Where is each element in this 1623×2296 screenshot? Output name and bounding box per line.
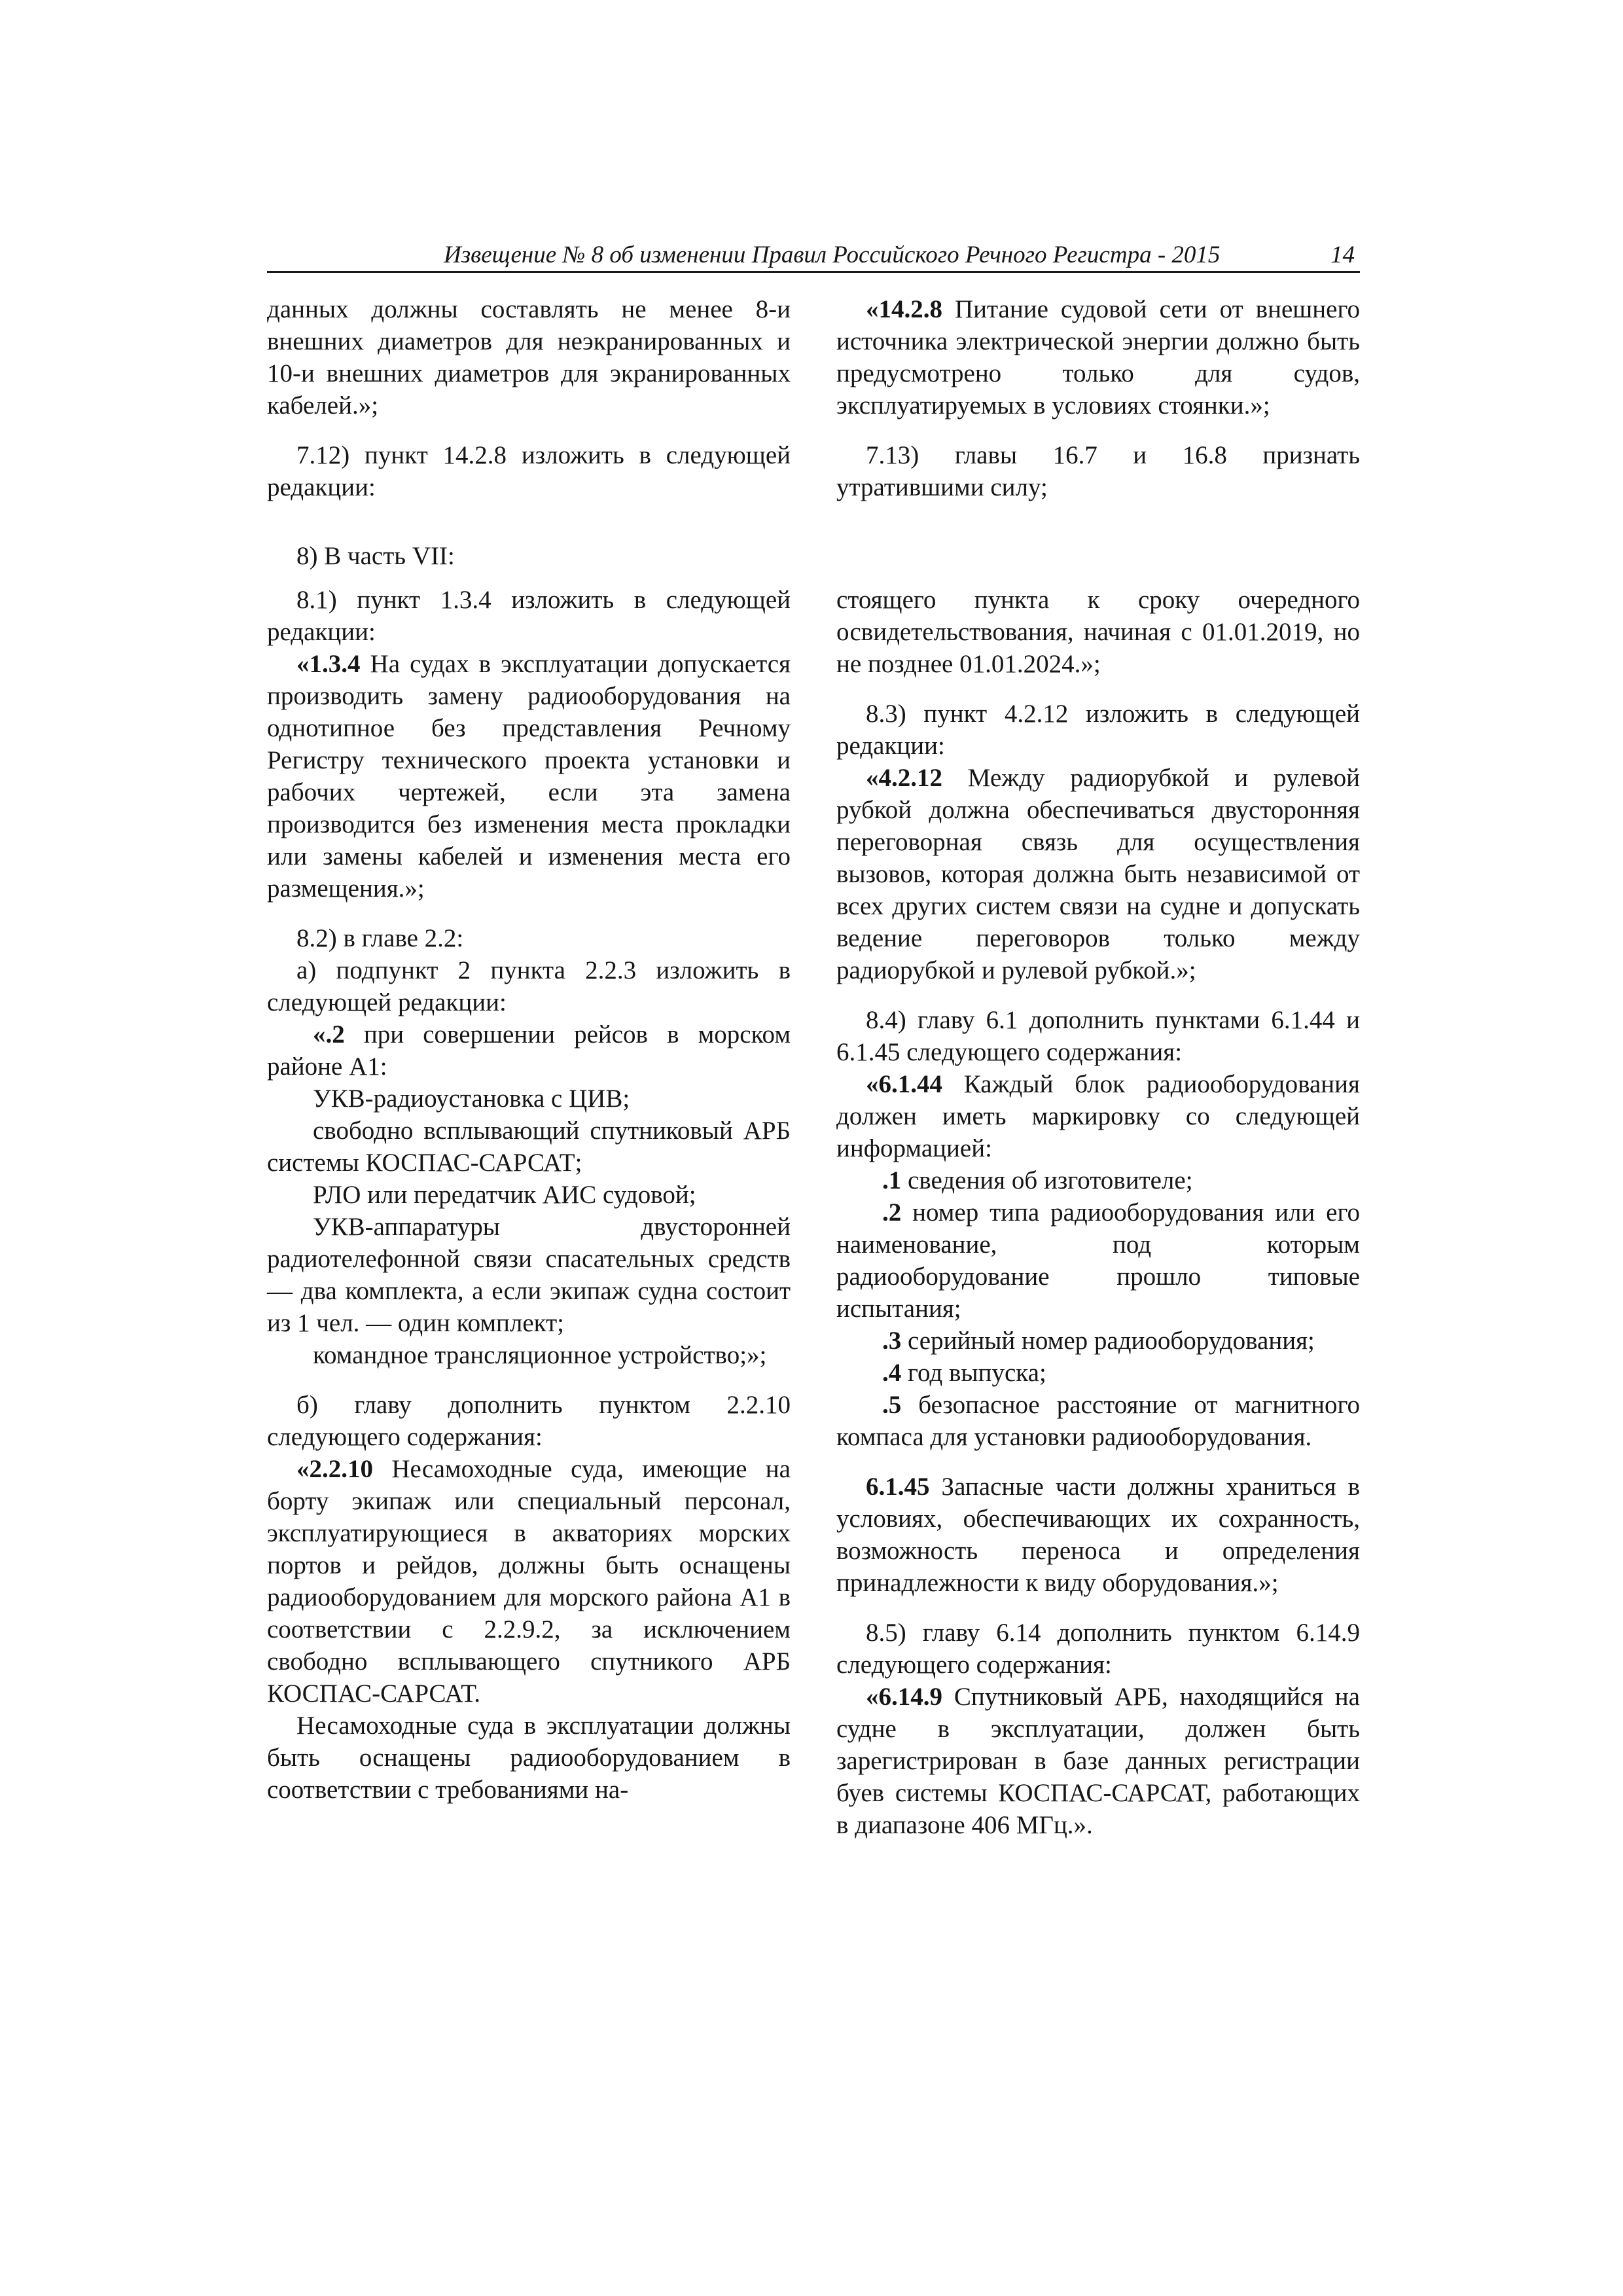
paragraph: данных должны составлять не менее 8-и внешних диаметров для неэкранированных и 10-и внешних диаметров для экранированных кабелей.»; (267, 295, 791, 420)
list-item: .1 сведения об изготовителе; (882, 1166, 1193, 1194)
list-item: УКВ-радиоустановка с ЦИВ; (313, 1085, 630, 1113)
list-item: .5 безопасное расстояние от магнитного компаса для установки радиооборудования. (836, 1391, 1360, 1451)
paragraph: «6.1.44 Каждый блок радиооборудования должен иметь маркировку со следующей информацией: (836, 1070, 1360, 1162)
paragraph: б) главу дополнить пунктом 2.2.10 следующего содержания: (267, 1391, 791, 1451)
paragraph: «.2 при совершении рейсов в морском районе А1: (267, 1020, 791, 1081)
list-item: командное трансляционное устройство;»; (313, 1341, 767, 1369)
list-item: свободно всплывающий спутниковый АРБ системы КОСПАС-САРСАТ; (267, 1117, 791, 1177)
running-header (267, 237, 1360, 273)
item-number: .5 (882, 1391, 902, 1419)
item-number: .2 (882, 1198, 902, 1227)
paragraph: 7.12) пункт 14.2.8 изложить в следующей редакции: (267, 441, 791, 501)
right-column (836, 584, 1360, 1841)
clause-number: «14.2.8 (866, 295, 942, 323)
paragraph: 8.5) главу 6.14 дополнить пунктом 6.14.9 следующего содержания: (836, 1619, 1360, 1679)
clause-number: «.2 (313, 1020, 345, 1049)
paragraph: а) подпункт 2 пункта 2.2.3 изложить в следующей редакции: (267, 956, 791, 1016)
clause-number: «1.3.4 (296, 650, 361, 678)
paragraph: 7.13) главы 16.7 и 16.8 признать утратившими силу; (836, 441, 1360, 501)
paragraph: «1.3.4 На судах в эксплуатации допускается производить замену радиооборудования на однотипное без представления Речному Регистру технического проекта установки и рабочих чертежей, если эта замена производится без изменения места прокладки или замены кабелей и изменения места его размещения.»; (267, 650, 791, 903)
item-number: .4 (882, 1359, 902, 1387)
part-heading: 8) В часть VII: (296, 542, 455, 570)
paragraph: 8.1) пункт 1.3.4 изложить в следующей редакции: (267, 586, 791, 646)
list-item: .4 год выпуска; (882, 1359, 1046, 1387)
clause-number: «6.1.44 (866, 1070, 942, 1098)
paragraph: 8.3) пункт 4.2.12 изложить в следующей редакции: (836, 700, 1360, 760)
top-right-column (836, 293, 1360, 503)
left-column (267, 584, 791, 1806)
paragraph: «4.2.12 Между радиорубкой и рулевой рубкой должна обеспечиваться двусторонняя переговорная связь для осуществления вызовов, которая должна быть независимой от всех других систем связи на судне и допускать ведение переговоров только между радиорубкой и рулевой рубкой.»; (836, 764, 1360, 984)
page-number: 14 (1330, 242, 1355, 268)
header-title: Извещение № 8 об изменении Правил Российского Речного Регистра - 2015 (444, 242, 1221, 268)
paragraph: 8.2) в главе 2.2: (296, 924, 464, 952)
paragraph: «14.2.8 Питание судовой сети от внешнего источника электрической энергии должно быть предусмотрено только для судов, эксплуатируемых в условиях стоянки.»; (836, 295, 1360, 420)
item-number: .1 (882, 1166, 902, 1194)
paragraph: Несамоходные суда в эксплуатации должны быть оснащены радиооборудованием в соответствии с требованиями на- (267, 1712, 791, 1804)
list-item: РЛО или передатчик АИС судовой; (313, 1181, 696, 1209)
part-heading-block (267, 540, 791, 572)
clause-number: «6.14.9 (866, 1683, 942, 1711)
top-left-column (267, 293, 791, 503)
clause-number: 6.1.45 (866, 1473, 930, 1501)
list-item: УКВ-аппаратуры двусторонней радиотелефонной связи спасательных средств — два комплекта, а если экипаж судна состоит из 1 чел. — один комплект; (267, 1213, 791, 1337)
item-number: .3 (882, 1327, 902, 1355)
paragraph: «2.2.10 Несамоходные суда, имеющие на борту экипаж или специальный персонал, эксплуатирующиеся в акваториях морских портов и рейдов, должны быть оснащены радиооборудованием для морского района А1 в соответствии с 2.2.9.2, за исключением свободно всплывающего спутникого АРБ КОСПАС-САРСАТ. (267, 1455, 791, 1708)
list-item: .3 серийный номер радиооборудования; (882, 1327, 1315, 1355)
clause-number: «2.2.10 (296, 1455, 373, 1483)
paragraph: стоящего пункта к сроку очередного освидетельствования, начиная с 01.01.2019, но не позднее 01.01.2024.»; (836, 586, 1360, 678)
paragraph: 8.4) главу 6.1 дополнить пунктами 6.1.44 и 6.1.45 следующего содержания: (836, 1006, 1360, 1066)
clause-number: «4.2.12 (866, 764, 942, 792)
paragraph: 6.1.45 Запасные части должны храниться в условиях, обеспечивающих их сохранность, возможность переноса и определения принадлежности к виду оборудования.»; (836, 1473, 1360, 1597)
list-item: .2 номер типа радиооборудования или его наименование, под которым радиооборудование прошло типовые испытания; (836, 1198, 1360, 1323)
paragraph: «6.14.9 Спутниковый АРБ, находящийся на судне в эксплуатации, должен быть зарегистрирован в базе данных регистрации буев системы КОСПАС-САРСАТ, работающих в диапазоне 406 МГц.». (836, 1683, 1360, 1839)
